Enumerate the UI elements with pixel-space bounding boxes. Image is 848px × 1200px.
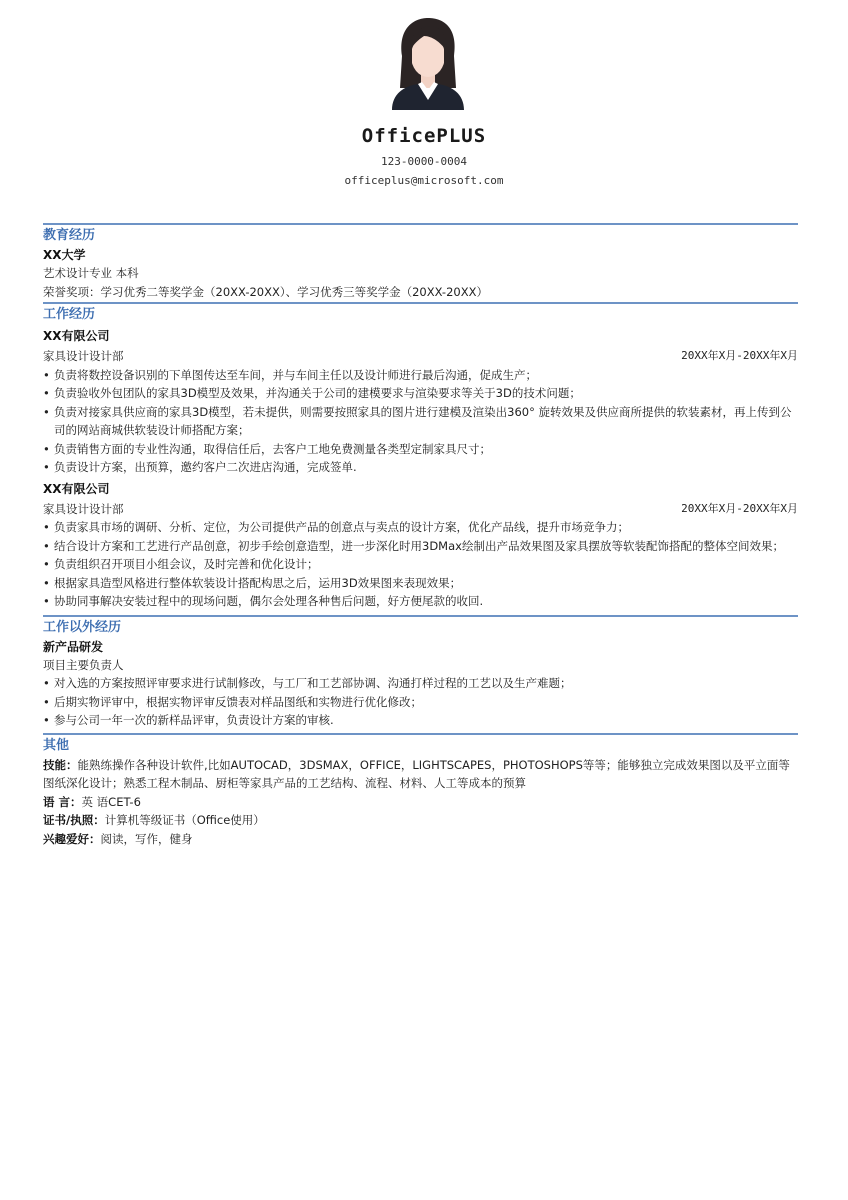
job-date: 20XX年X月-20XX年X月 (681, 501, 798, 515)
job-entry (43, 480, 798, 611)
school-name: XX大学 (43, 248, 86, 262)
list-item: • 结合设计方案和工艺进行产品创意，初步手绘创意造型，进一步深化时用3DMax绘制出产品效果图及家具摆放等软装配饰搭配的整体空间效果； (43, 538, 784, 553)
honors: 荣誉奖项：学习优秀二等奖学金（20XX-20XX）、学习优秀三等奖学金（20XX-20XX） (43, 284, 488, 299)
hobbies: 兴趣爱好：阅读，写作，健身 (43, 831, 193, 846)
job-bullets (43, 366, 798, 477)
female-avatar-icon (388, 14, 468, 110)
company-name: XX有限公司 (43, 329, 110, 343)
department: 家具设计设计部 (43, 349, 124, 363)
extra-section-title: 工作以外经历 (43, 619, 122, 635)
phone-number: 123-0000-0004 (380, 155, 468, 168)
resume-body (43, 223, 798, 848)
section-divider (43, 302, 798, 304)
section-divider (43, 615, 798, 617)
list-item: • 负责验收外包团队的家具3D模型及效果，并沟通关于公司的建模要求与渲染要求等关于3D的技术问题； (43, 386, 581, 400)
candidate-name: OfficePLUS (361, 125, 487, 147)
section-divider (43, 223, 798, 225)
project-role: 项目主要负责人 (43, 657, 124, 672)
list-item: • 负责组织召开项目小组会议，及时完善和优化设计； (43, 557, 319, 571)
company-name: XX有限公司 (43, 481, 110, 496)
major-degree: 艺术设计专业 本科 (43, 266, 139, 280)
email-address: officeplus@microsoft.com (344, 174, 504, 187)
list-item: • 后期实物评审中，根据实物评审反馈表对样品图纸和实物进行优化修改； (43, 694, 422, 709)
job-entry (43, 327, 798, 477)
department: 家具设计设计部 (43, 501, 124, 516)
education-section-title: 教育经历 (43, 228, 96, 243)
list-item: • 负责家具市场的调研、分析、定位，为公司提供产品的创意点与卖点的设计方案，优化产品线，提升市场竞争力； (43, 520, 629, 534)
list-item: • 负责设计方案，出预算，邀约客户二次进店沟通，完成签单. (43, 460, 357, 474)
job-date: 20XX年X月-20XX年X月 (681, 349, 798, 362)
project-bullets (43, 674, 798, 730)
job-bullets (43, 518, 798, 611)
certificates: 证书/执照：计算机等级证书（Office使用） (43, 813, 265, 827)
list-item: • 协助同事解决安装过程中的现场问题，偶尔会处理各种售后问题，好方便尾款的收回. (43, 594, 484, 608)
project-name: 新产品研发 (43, 639, 104, 654)
languages: 语 言：英 语CET-6 (43, 794, 141, 809)
list-item: • 负责对接家具供应商的家具3D模型，若未提供，则需要按照家具的图片进行建模及渲染出360° 旋转效果及供应商所提供的软装素材，再上传到公司的网站商城供软装设计师搭配方案； (43, 404, 792, 437)
other-section-title: 其他 (43, 737, 70, 753)
list-item: • 根据家具造型风格进行整体软装设计搭配构思之后，运用3D效果图来表现效果； (43, 575, 462, 590)
section-divider (43, 733, 798, 735)
list-item: • 参与公司一年一次的新样品评审，负责设计方案的审核. (43, 713, 334, 727)
skills: 技能：能熟练操作各种设计软件,比如AUTOCAD，3DSMAX，OFFICE，LIGHTSCAPES，PHOTOSHOPS等等；能够独立完成效果图以及平立面等图纸深化设计；熟悉工程木制品、厨柜等家具产品的工艺结构、流程、材料、人工等成本的预算 (43, 757, 790, 790)
list-item: • 负责将数控设备识别的下单图传达至车间，并与车间主任以及设计师进行最后沟通，促成生产； (43, 367, 537, 382)
work-section-title: 工作经历 (43, 307, 96, 322)
list-item: • 对入选的方案按照评审要求进行试制修改，与工厂和工艺部协调、沟通打样过程的工艺以及生产难题； (43, 676, 572, 690)
list-item: • 负责销售方面的专业性沟通，取得信任后，去客户工地免费测量各类型定制家具尺寸； (43, 441, 491, 456)
